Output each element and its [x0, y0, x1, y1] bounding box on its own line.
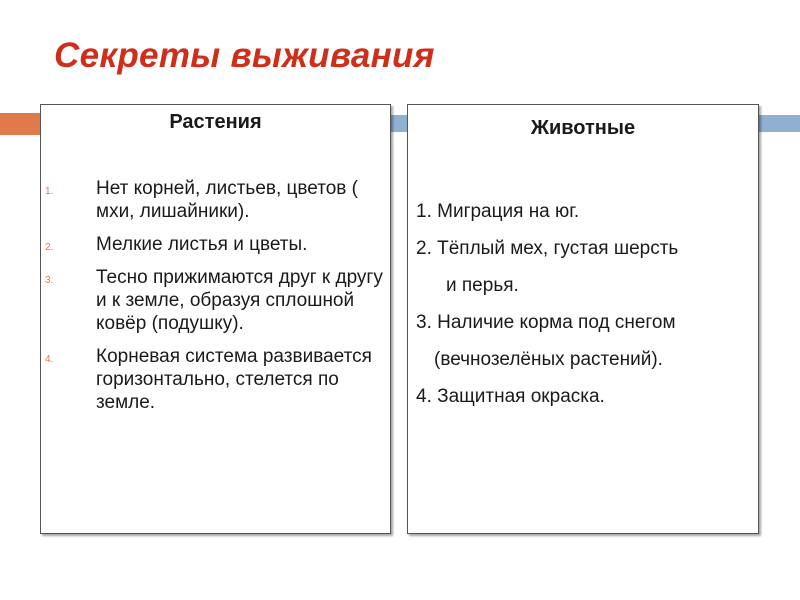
list-text: Тесно прижимаются друг к другу и к земле, образуя сплошной ковёр (подушку). — [96, 267, 383, 334]
list-number: 2. — [45, 242, 54, 253]
animals-line: 3. Наличие корма под снегом — [416, 312, 676, 333]
list-text: Мелкие листья и цветы. — [96, 234, 308, 255]
animals-line: 4. Защитная окраска. — [416, 386, 605, 407]
list-text: Нет корней, листьев, цветов ( мхи, лишайники). — [96, 178, 359, 222]
plants-panel — [40, 104, 391, 534]
slide-title: Секреты выживания — [54, 36, 435, 75]
list-item — [41, 177, 386, 223]
plants-list — [41, 177, 386, 424]
list-text: Корневая система развивается горизонтально, стелется по земле. — [96, 346, 372, 413]
animals-line: и перья. — [446, 275, 519, 296]
list-item — [41, 266, 386, 335]
plants-heading: Растения — [169, 111, 262, 133]
list-item — [41, 233, 386, 256]
list-number: 4. — [45, 354, 54, 365]
animals-line: 1. Миграция на юг. — [416, 201, 580, 222]
animals-heading: Животные — [530, 117, 636, 139]
animals-line: (вечнозелёных растений). — [434, 349, 663, 370]
list-number: 3. — [45, 275, 54, 286]
animals-list — [416, 193, 756, 415]
animals-line: 2. Тёплый мех, густая шерсть — [416, 238, 679, 259]
animals-panel — [407, 104, 759, 534]
list-number: 1. — [45, 186, 54, 197]
list-item — [41, 345, 386, 414]
